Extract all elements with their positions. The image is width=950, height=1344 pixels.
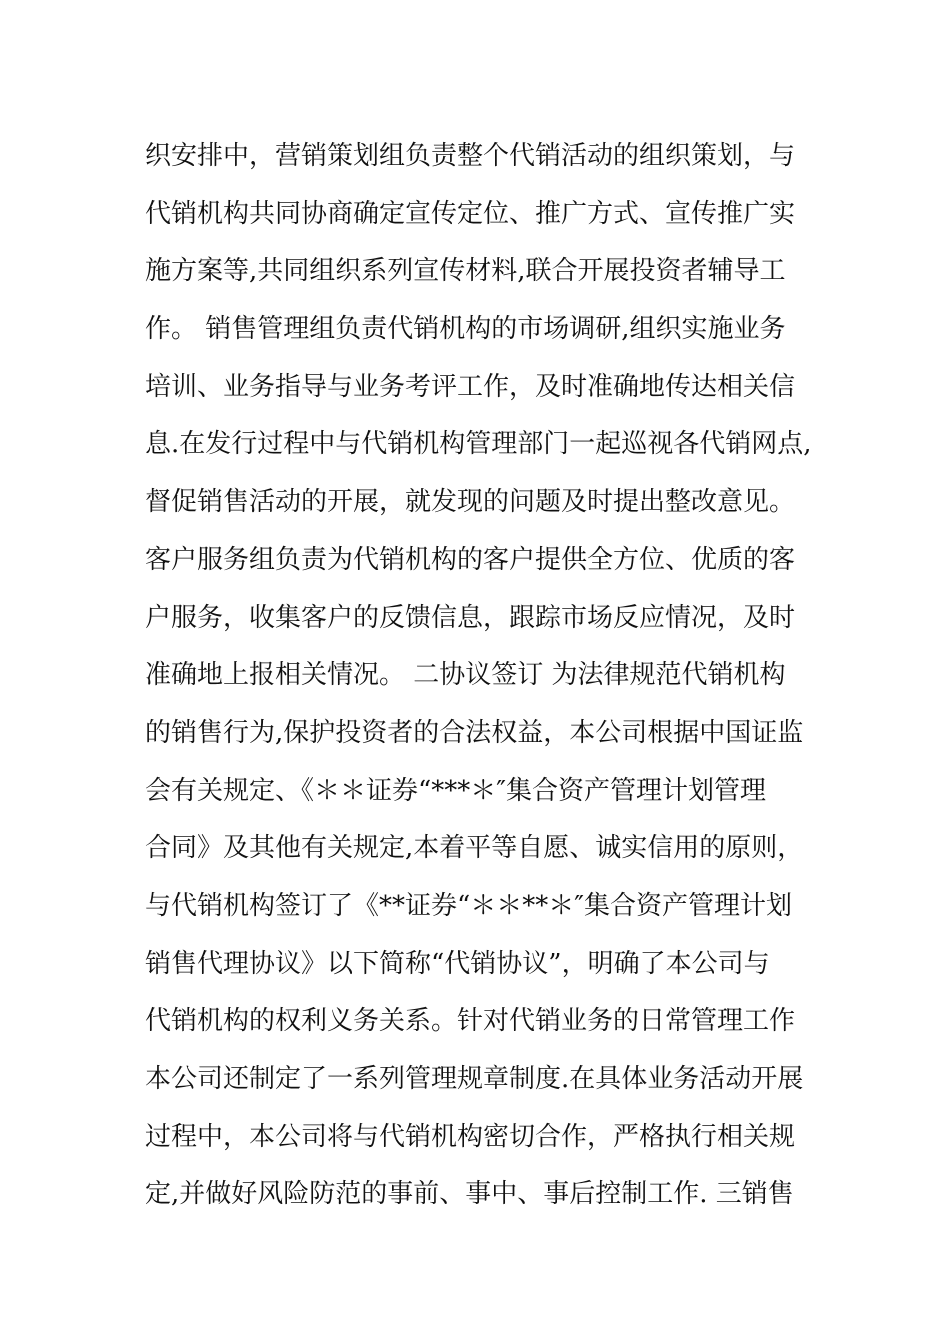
text-line: 过程中，本公司将与代销机构密切合作，严格执行相关规 [145, 1121, 796, 1152]
text-line: 与代销机构签订了《**证券“＊＊**＊″集合资产管理计划 [145, 890, 793, 921]
text-line: 准确地上报相关情况。 二协议签订 为法律规范代销机构 [145, 660, 786, 691]
text-line: 会有关规定、《＊＊证券“***＊″集合资产管理计划管理 [145, 775, 767, 806]
text-line: 合同》及其他有关规定,本着平等自愿、诚实信用的原则， [145, 833, 804, 864]
text-line: 督促销售活动的开展，就发现的问题及时提出整改意见。 [145, 487, 796, 518]
text-line: 客户服务组负责为代销机构的客户提供全方位、优质的客 [145, 544, 796, 575]
text-line: 的销售行为,保护投资者的合法权益，本公司根据中国证监 [145, 717, 804, 748]
text-line: 代销机构共同协商确定宣传定位、推广方式、宣传推广实 [145, 198, 796, 229]
text-line: 户服务，收集客户的反馈信息，跟踪市场反应情况，及时 [145, 602, 796, 633]
text-line: 织安排中，营销策划组负责整个代销活动的组织策划，与 [145, 141, 796, 171]
text-line: 施方案等,共同组织系列宣传材料,联合开展投资者辅导工 [145, 256, 786, 287]
text-line: 定,并做好风险防范的事前、事中、事后控制工作. 三销售 [145, 1179, 794, 1210]
text-line: 息.在发行过程中与代销机构管理部门一起巡视各代销网点, [145, 429, 812, 460]
text-line: 销售代理协议》以下简称“代销协议”，明确了本公司与 [145, 948, 770, 979]
text-line: 本公司还制定了一系列管理规章制度.在具体业务活动开展 [145, 1064, 804, 1094]
text-line: 作。 销售管理组负责代销机构的市场调研,组织实施业务 [145, 314, 786, 345]
text-line: 培训、业务指导与业务考评工作，及时准确地传达相关信 [145, 371, 796, 402]
text-line: 代销机构的权利义务关系。针对代销业务的日常管理工作 [145, 1006, 796, 1037]
body-text [145, 128, 845, 1224]
